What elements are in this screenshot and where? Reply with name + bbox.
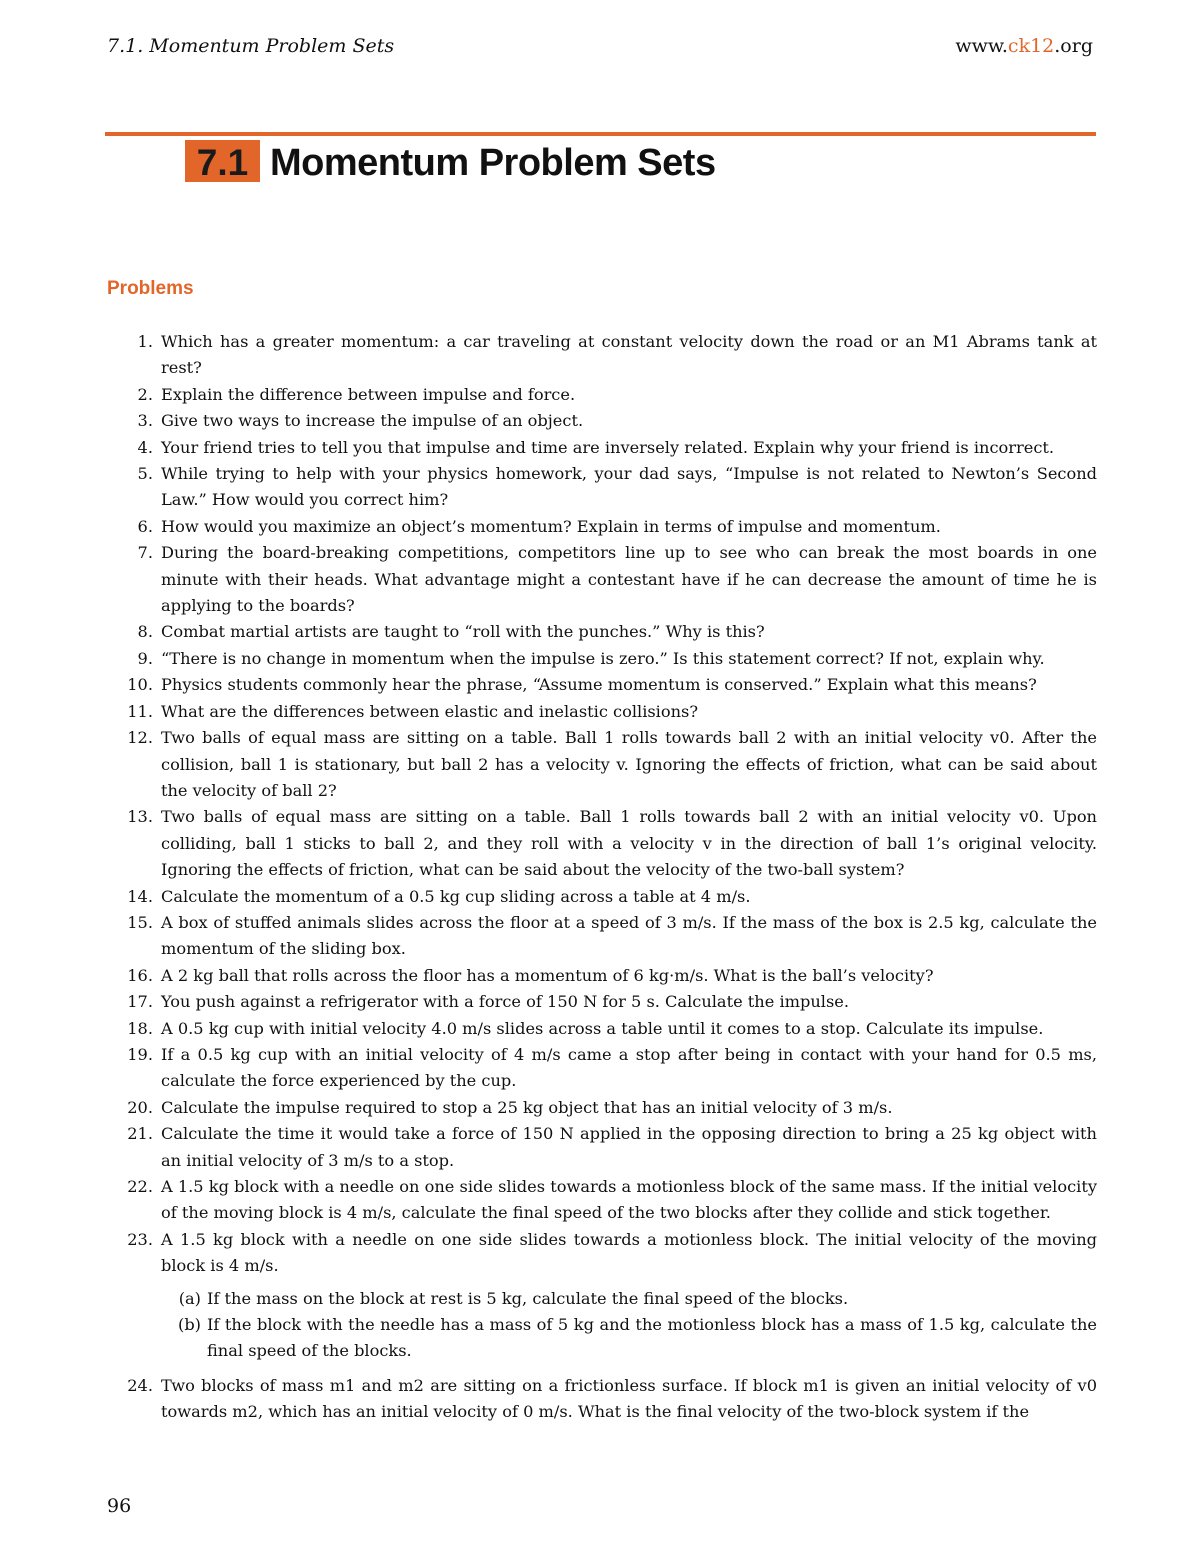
problem-text: Your friend tries to tell you that impulse and time are inversely related. Explain why your friend is incorrect. <box>161 437 1055 457</box>
problem-item <box>107 1174 1097 1227</box>
problem-item <box>107 514 1097 540</box>
sub-problem-list <box>161 1286 1097 1365</box>
problem-number: 15. <box>127 912 153 932</box>
running-title: 7.1. Momentum Problem Sets <box>107 35 395 57</box>
problem-number: 7. <box>137 543 153 563</box>
problem-text: During the board-breaking competitions, competitors line up to see who can break the most boards in one minute with their heads. What advantage might a contestant have if he can decrease the amount of time he is applying to the boards? <box>161 543 1097 616</box>
problem-text: Calculate the time it would take a force of 150 N applied in the opposing direction to bring a 25 kg object with an initial velocity of 3 m/s to a stop. <box>161 1124 1097 1170</box>
problem-number: 20. <box>127 1097 153 1117</box>
problem-number: 22. <box>127 1177 153 1196</box>
problem-item <box>107 989 1097 1015</box>
problem-text: If a 0.5 kg cup with an initial velocity of 4 m/s came a stop after being in contact with your hand for 0.5 ms, calculate the force experienced by the cup. <box>161 1044 1097 1091</box>
page-number: 96 <box>107 1495 132 1517</box>
problem-item <box>107 699 1097 725</box>
problem-text: What are the differences between elastic and inelastic collisions? <box>161 701 699 721</box>
problem-item <box>107 672 1097 698</box>
problem-text: “There is no change in momentum when the impulse is zero.” Is this statement correct? If not, explain why. <box>161 648 1045 668</box>
problem-number: 21. <box>127 1124 153 1144</box>
problem-text: Two balls of equal mass are sitting on a table. Ball 1 rolls towards ball 2 with an initial velocity v0. Upon colliding, ball 1 sticks to ball 2, and they roll with a velocity v in the direction of ball 1’s original velocity. Ignoring the effects of friction, what can be said about the velocity of the two-ball system? <box>161 807 1097 880</box>
chapter-number-badge: 7.1 <box>185 140 260 182</box>
problem-item <box>107 1016 1097 1042</box>
problem-text: Which has a greater momentum: a car traveling at constant velocity down the road or an M1 Abrams tank at rest? <box>161 332 1097 378</box>
problem-text: How would you maximize an object’s momentum? Explain in terms of impulse and momentum. <box>161 516 941 536</box>
problem-text: Combat martial artists are taught to “roll with the punches.” Why is this? <box>161 622 765 642</box>
problem-item <box>107 408 1097 434</box>
problem-text: You push against a refrigerator with a force of 150 N for 5 s. Calculate the impulse. <box>161 992 849 1012</box>
problem-text: A 0.5 kg cup with initial velocity 4.0 m/s slides across a table until it comes to a stop. Calculate its impulse. <box>161 1018 1044 1038</box>
problem-number: 18. <box>127 1018 153 1038</box>
site-url-brand: ck12 <box>1007 35 1055 57</box>
problem-item <box>107 619 1097 645</box>
problem-item <box>107 646 1097 672</box>
sub-problem-label: (b) <box>178 1315 201 1335</box>
problem-text: Give two ways to increase the impulse of an object. <box>161 411 584 431</box>
problem-item <box>107 382 1097 408</box>
problem-number: 3. <box>137 411 153 431</box>
problem-list <box>107 329 1097 1426</box>
problem-item <box>107 1095 1097 1121</box>
section-heading: Problems <box>107 278 194 299</box>
problem-number: 11. <box>127 701 153 721</box>
problem-number: 6. <box>137 516 153 536</box>
site-url <box>955 35 1093 57</box>
problem-number: 2. <box>137 384 153 404</box>
problem-item <box>107 884 1097 910</box>
problem-text: Physics students commonly hear the phrase, “Assume momentum is conserved.” Explain what this means? <box>161 675 1037 695</box>
problem-item <box>107 540 1097 619</box>
problem-text: A 2 kg ball that rolls across the floor has a momentum of 6 kg·m/s. What is the ball’s velocity? <box>161 965 934 985</box>
sub-problem-text: If the mass on the block at rest is 5 kg, calculate the final speed of the blocks. <box>207 1288 849 1308</box>
problem-number: 9. <box>137 648 153 668</box>
sub-problem-item <box>161 1286 1097 1312</box>
problem-text: A box of stuffed animals slides across the floor at a speed of 3 m/s. If the mass of the box is 2.5 kg, calculate the momentum of the sliding box. <box>161 912 1097 959</box>
problem-item <box>107 1373 1097 1426</box>
problem-item <box>107 963 1097 989</box>
problem-item <box>107 461 1097 514</box>
problem-text: A 1.5 kg block with a needle on one side slides towards a motionless block. The initial velocity of the moving block is 4 m/s. <box>161 1229 1097 1276</box>
problem-number: 13. <box>127 807 153 827</box>
problem-number: 12. <box>127 728 153 748</box>
problem-item <box>107 435 1097 461</box>
sub-problem-label: (a) <box>178 1288 201 1308</box>
problem-item <box>107 1227 1097 1365</box>
problem-number: 17. <box>127 992 153 1012</box>
problem-text: Two blocks of mass m1 and m2 are sitting on a frictionless surface. If block m1 is given an initial velocity of v0 towards m2, which has an initial velocity of 0 m/s. What is the final velocity of the two-block system if the <box>161 1375 1097 1422</box>
running-header <box>107 35 1093 61</box>
problem-text: A 1.5 kg block with a needle on one side slides towards a motionless block of the same mass. If the initial velocity of the moving block is 4 m/s, calculate the final speed of the two blocks after they collide and stick together. <box>161 1177 1097 1223</box>
site-url-prefix: www. <box>955 35 1008 57</box>
problem-item <box>107 910 1097 963</box>
site-url-suffix: .org <box>1054 35 1093 57</box>
problem-item <box>107 329 1097 382</box>
problem-number: 8. <box>137 622 153 642</box>
problem-number: 5. <box>137 464 153 484</box>
problem-text: Calculate the momentum of a 0.5 kg cup sliding across a table at 4 m/s. <box>161 886 751 906</box>
problem-number: 4. <box>137 437 153 457</box>
problem-text: Explain the difference between impulse and force. <box>161 384 576 404</box>
problem-text: While trying to help with your physics homework, your dad says, “Impulse is not related to Newton’s Second Law.” How would you correct him? <box>161 464 1097 510</box>
problem-item <box>107 1042 1097 1095</box>
problem-text: Calculate the impulse required to stop a 25 kg object that has an initial velocity of 3 m/s. <box>161 1097 893 1117</box>
problem-item <box>107 804 1097 883</box>
problem-number: 14. <box>127 886 153 906</box>
chapter-title: Momentum Problem Sets <box>270 142 716 184</box>
problem-number: 19. <box>127 1044 153 1064</box>
problem-item <box>107 1121 1097 1174</box>
problem-number: 23. <box>127 1229 153 1249</box>
chapter-rule <box>105 132 1096 136</box>
problem-number: 1. <box>137 332 153 351</box>
problem-number: 16. <box>127 965 153 985</box>
sub-problem-text: If the block with the needle has a mass of 5 kg and the motionless block has a mass of 1.5 kg, calculate the final speed of the blocks. <box>207 1315 1097 1361</box>
sub-problem-item <box>161 1312 1097 1365</box>
problem-number: 10. <box>127 675 153 695</box>
problem-text: Two balls of equal mass are sitting on a table. Ball 1 rolls towards ball 2 with an initial velocity v0. After the collision, ball 1 is stationary, but ball 2 has a velocity v. Ignoring the effects of friction, what can be said about the velocity of ball 2? <box>161 728 1097 800</box>
problem-item <box>107 725 1097 804</box>
problem-number: 24. <box>127 1375 153 1395</box>
